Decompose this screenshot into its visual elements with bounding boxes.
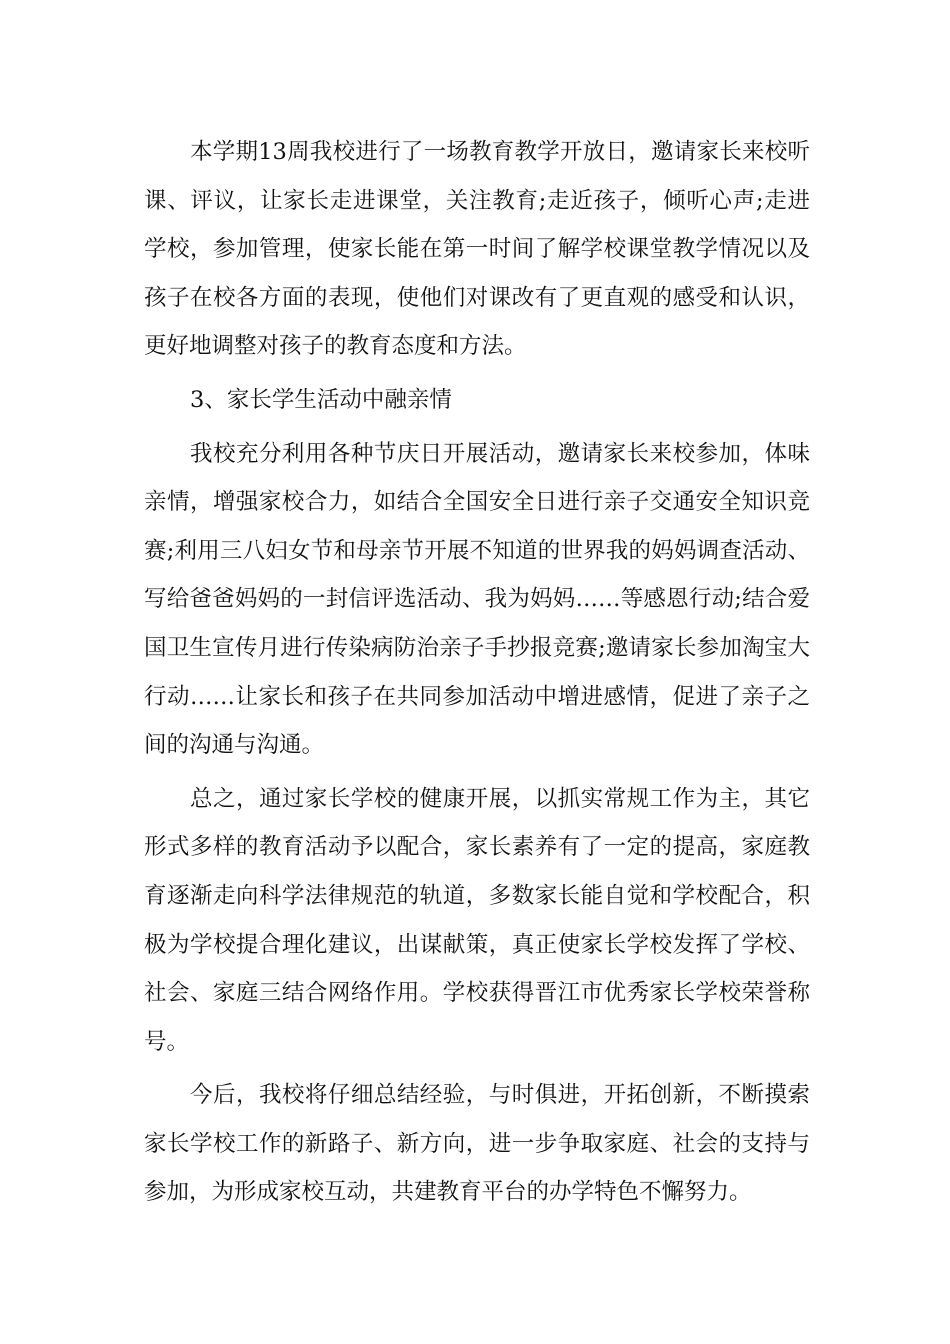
paragraph-future-plans: 今后，我校将仔细总结经验，与时俱进，开拓创新，不断摸索家长学校工作的新路子、新方向，进一步争取家庭、社会的支持与参加，为形成家校互动，共建教育平台的办学特色不懈努力。	[144, 1082, 810, 1206]
document-page	[144, 128, 810, 1222]
paragraph-festival-activities: 我校充分利用各种节庆日开展活动，邀请家长来校参加，体味亲情，增强家校合力，如结合全国安全日进行亲子交通安全知识竞赛;利用三八妇女节和母亲节开展不知道的世界我的妈妈调查活动、写给爸爸妈妈的一封信评选活动、我为妈妈……等感恩行动;结合爱国卫生宣传月进行传染病防治亲子手抄报竞赛;邀请家长参加淘宝大行动……让家长和孩子在共同参加活动中增进感情，促进了亲子之间的沟通与沟通。	[144, 440, 810, 759]
section-heading-parent-student-activities: 3、家长学生活动中融亲情	[190, 386, 452, 413]
paragraph-summary: 总之，通过家长学校的健康开展，以抓实常规工作为主，其它形式多样的教育活动予以配合，家长素养有了一定的提高，家庭教育逐渐走向科学法律规范的轨道，多数家长能自觉和学校配合，积极为学校提合理化建议，出谋献策，真正使家长学校发挥了学校、社会、家庭三结合网络作用。学校获得晋江市优秀家长学校荣誉称号。	[144, 785, 810, 1055]
paragraph-open-day: 本学期13周我校进行了一场教育教学开放日，邀请家长来校听课、评议，让家长走进课堂，关注教育;走近孩子，倾听心声;走进学校，参加管理，使家长能在第一时间了解学校课堂教学情况以及孩子在校各方面的表现，使他们对课改有了更直观的感受和认识，更好地调整对孩子的教育态度和方法。	[144, 139, 810, 360]
